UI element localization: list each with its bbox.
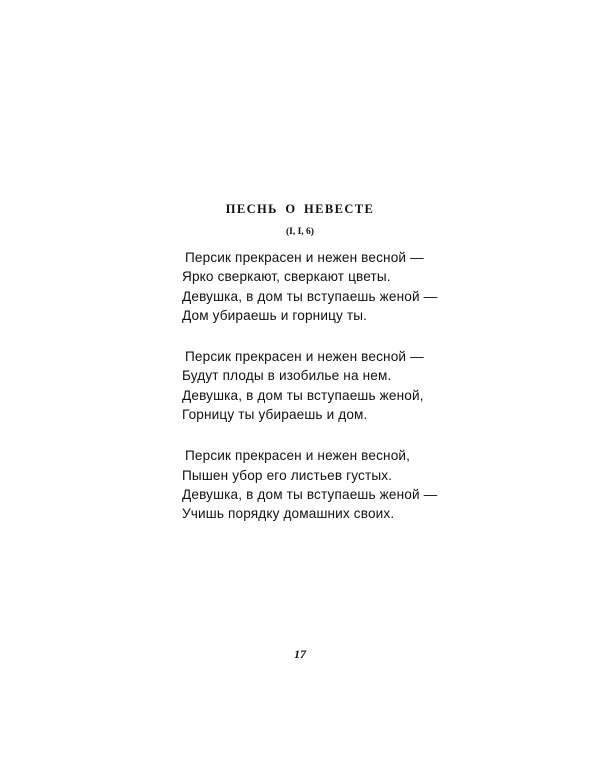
poem-line: Учишь порядку домашних своих. <box>182 506 395 522</box>
poem-line: Девушка, в дом ты вступаешь женой — <box>182 486 438 502</box>
poem-title: ПЕСНЬ О НЕВЕСТЕ <box>225 202 375 216</box>
poem-line: Будут плоды в изобилье на нем. <box>182 368 392 384</box>
poem-line: Персик прекрасен и нежен весной — <box>185 349 424 365</box>
poem-line: Дом убираешь и горницу ты. <box>182 307 368 323</box>
poem-reference: (I, I, 6) <box>286 227 314 237</box>
poem-line: Девушка, в дом ты вступаешь женой, <box>182 387 424 403</box>
poem-line: Персик прекрасен и нежен весной, <box>185 448 411 464</box>
poem-line: Ярко сверкают, сверкают цветы. <box>182 269 391 285</box>
stanza-3 <box>182 446 442 523</box>
poem-body <box>182 248 442 546</box>
stanza-1 <box>182 248 442 325</box>
poem-line: Персик прекрасен и нежен весной — <box>185 250 424 265</box>
poem-line: Пышен убор его листьев густых. <box>182 467 393 483</box>
stanza-2 <box>182 347 442 424</box>
page-number: 17 <box>294 647 306 661</box>
poem-line: Девушка, в дом ты вступаешь женой — <box>182 288 438 304</box>
poem-line: Горницу ты убираешь и дом. <box>182 407 368 423</box>
